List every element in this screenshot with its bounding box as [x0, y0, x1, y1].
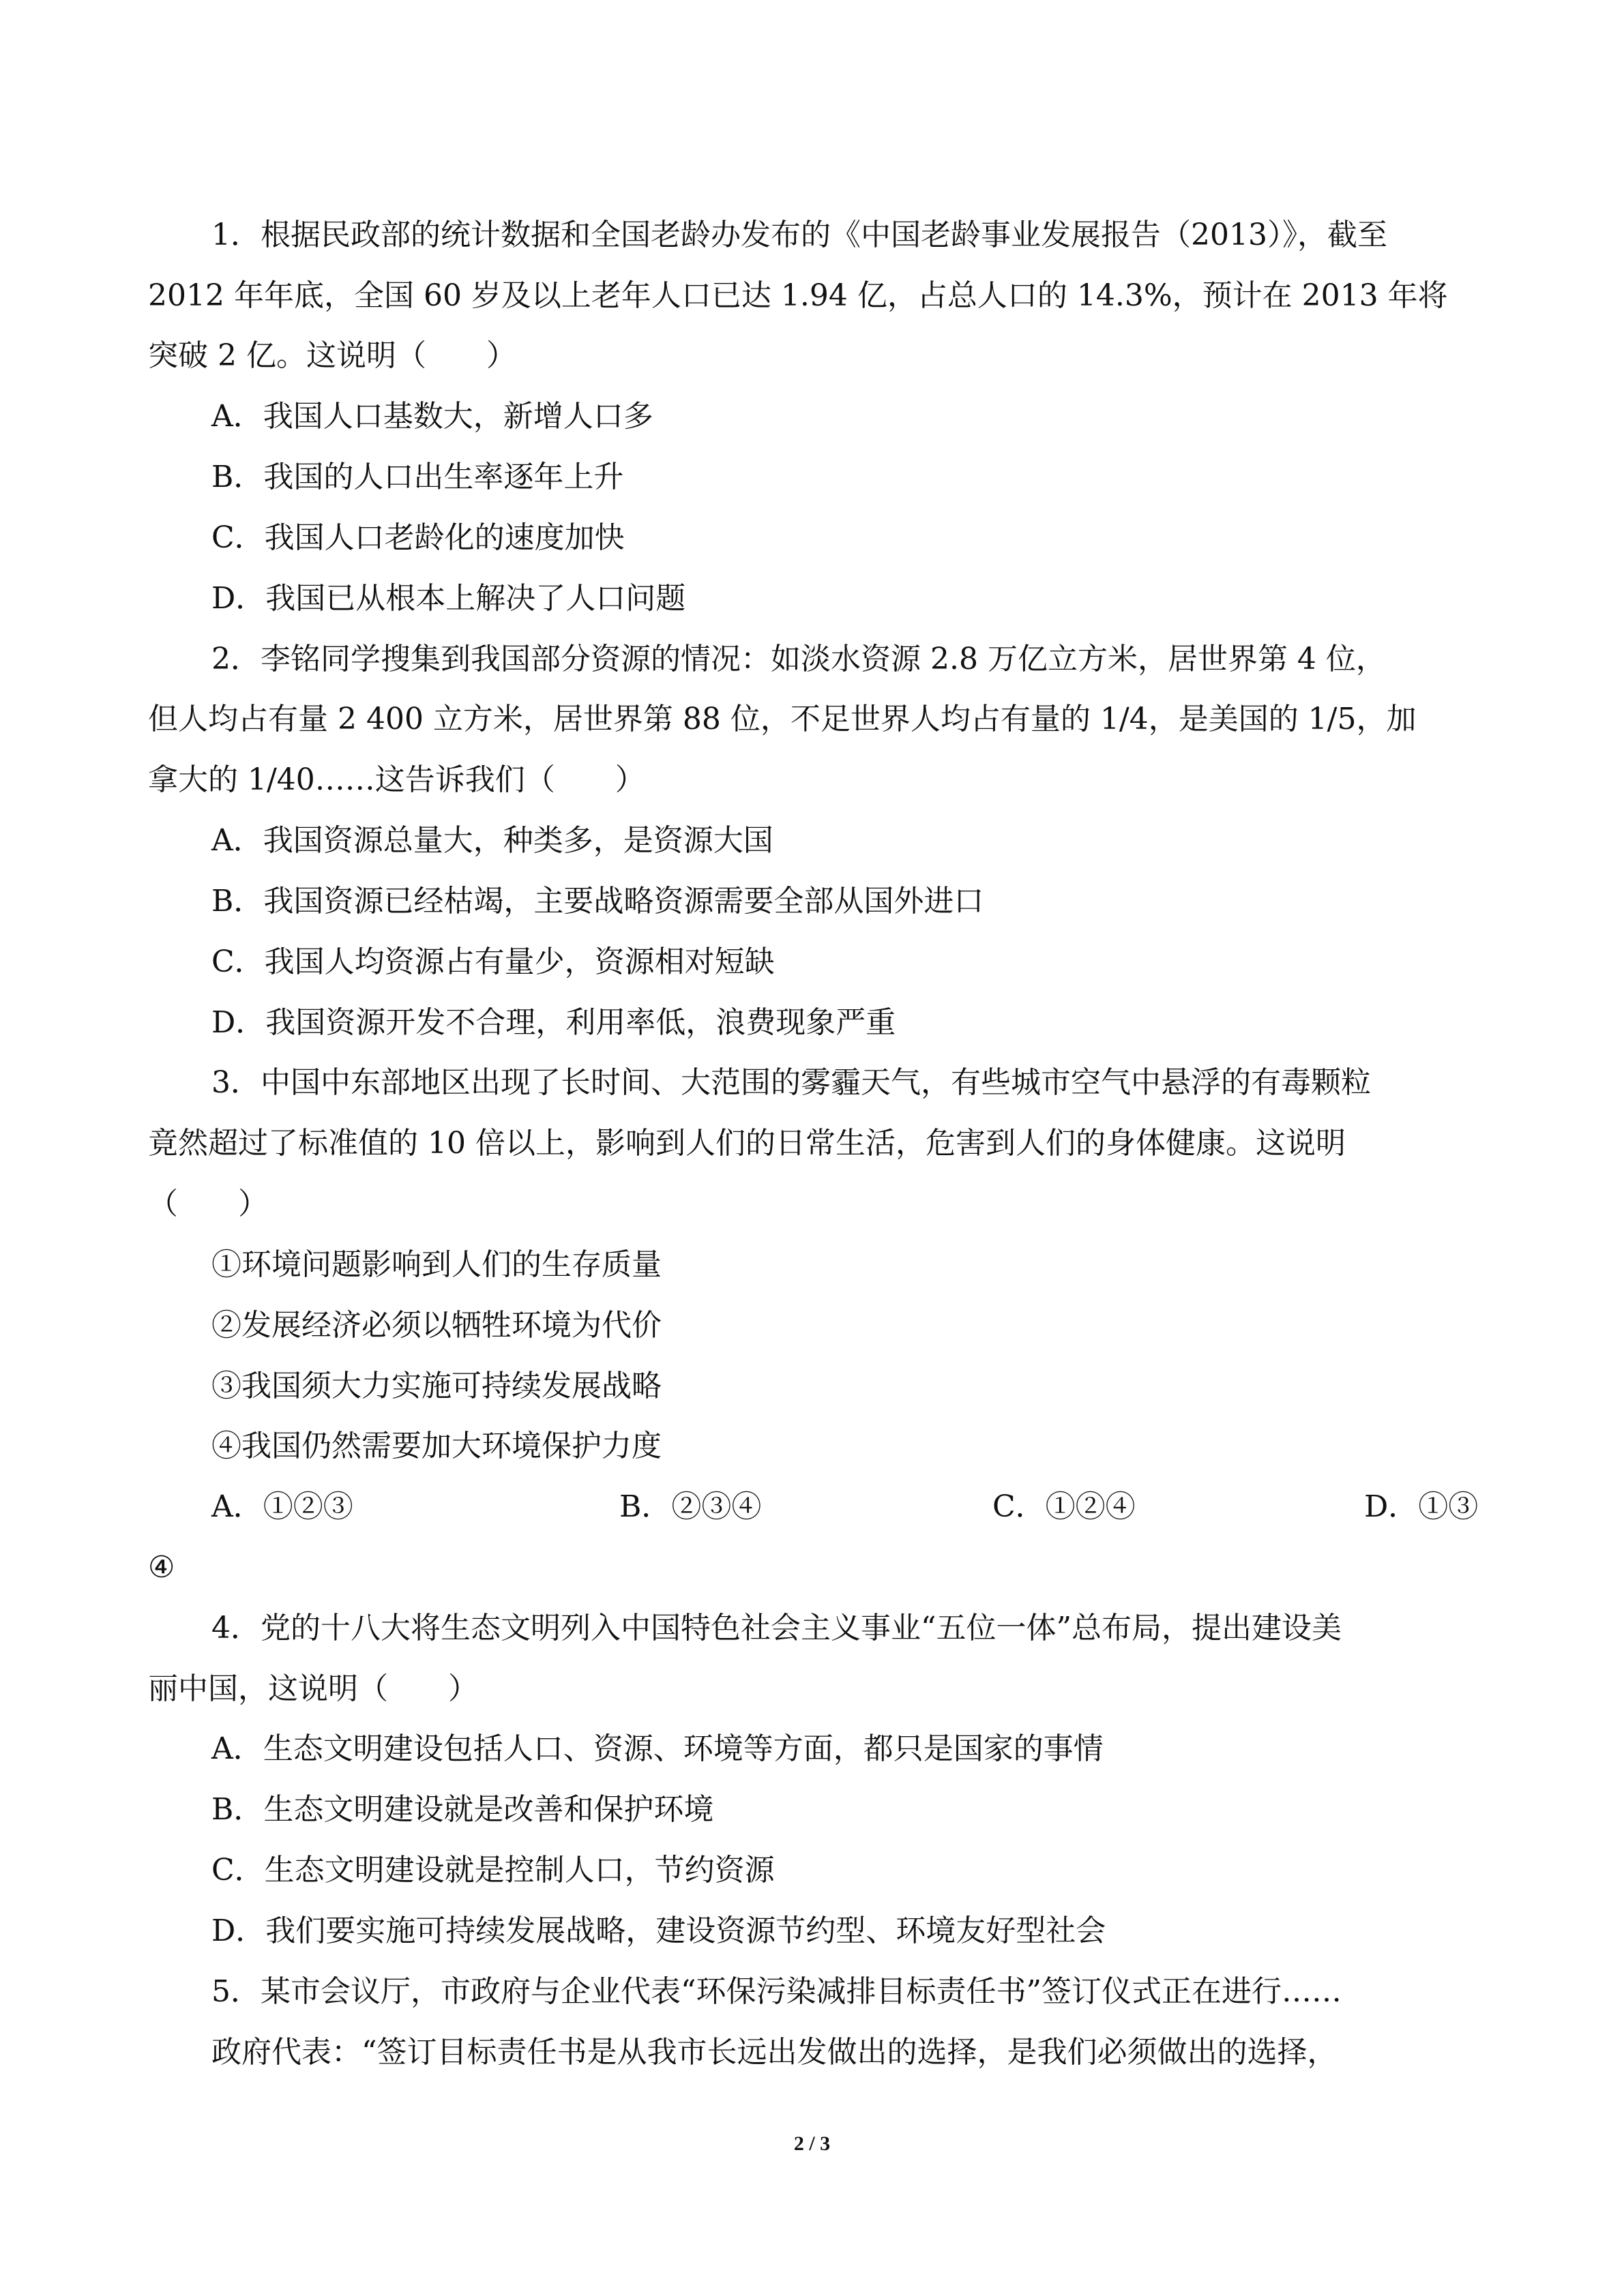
q4-text-line-2: 丽中国，这说明（ ）	[148, 1671, 478, 1706]
q3-option-a: A．①②③	[211, 1489, 353, 1524]
q4-option-a: A．生态文明建设包括人口、资源、环境等方面，都只是国家的事情	[211, 1731, 1104, 1766]
q2-option-b: B．我国资源已经枯竭，主要战略资源需要全部从国外进口	[211, 884, 984, 919]
q2-option-a: A．我国资源总量大，种类多，是资源大国	[211, 823, 773, 858]
q2-option-c: C．我国人均资源占有量少，资源相对短缺	[211, 944, 775, 979]
q5-text-line-1: 5．某市会议厅，市政府与企业代表“环保污染减排目标责任书”签订仪式正在进行……	[211, 1974, 1342, 2009]
q1-option-d: D．我国已从根本上解决了人口问题	[211, 581, 686, 616]
q1-option-b: B．我国的人口出生率逐年上升	[211, 460, 624, 494]
q3-text-line-1: 3．中国中东部地区出现了长时间、大范围的雾霾天气，有些城市空气中悬浮的有毒颗粒	[211, 1065, 1371, 1100]
q3-option-d-wrap: ④	[148, 1550, 175, 1585]
q3-statement-1: ①环境问题影响到人们的生存质量	[211, 1247, 662, 1282]
q3-statement-3: ③我国须大力实施可持续发展战略	[211, 1369, 662, 1403]
q2-text-line-3: 拿大的 1/40……这告诉我们（ ）	[148, 762, 645, 797]
q4-option-b: B．生态文明建设就是改善和保护环境	[211, 1792, 714, 1827]
q1-text-line-3: 突破 2 亿。这说明（ ）	[148, 338, 516, 373]
q5-text-line-2: 政府代表：“签订目标责任书是从我市长远出发做出的选择，是我们必须做出的选择，	[211, 2035, 1338, 2070]
q3-text-line-3: （ ）	[148, 1187, 268, 1221]
q1-text-line-1: 1．根据民政部的统计数据和全国老龄办发布的《中国老龄事业发展报告（2013）》，截至	[211, 218, 1387, 252]
q2-text-line-1: 2．李铭同学搜集到我国部分资源的情况：如淡水资源 2.8 万亿立方米，居世界第 4 位，	[211, 642, 1386, 676]
q1-option-a: A．我国人口基数大，新增人口多	[211, 399, 653, 434]
q4-text-line-1: 4．党的十八大将生态文明列入中国特色社会主义事业“五位一体”总布局，提出建设美	[211, 1611, 1342, 1645]
q3-statement-2: ②发展经济必须以牺牲环境为代价	[211, 1308, 662, 1343]
q3-option-c: C．①②④	[992, 1489, 1136, 1524]
q4-option-d: D．我们要实施可持续发展战略，建设资源节约型、环境友好型社会	[211, 1913, 1106, 1948]
q3-text-line-2: 竟然超过了标准值的 10 倍以上，影响到人们的日常生活，危害到人们的身体健康。这说明	[148, 1126, 1346, 1161]
q2-option-d: D．我国资源开发不合理，利用率低，浪费现象严重	[211, 1005, 896, 1040]
q3-statement-4: ④我国仍然需要加大环境保护力度	[211, 1429, 662, 1463]
q4-option-c: C．生态文明建设就是控制人口，节约资源	[211, 1853, 775, 1888]
page-number: 2 / 3	[793, 2132, 831, 2155]
q3-option-b: B．②③④	[619, 1489, 762, 1524]
q2-text-line-2: 但人均占有量 2 400 立方米，居世界第 88 位，不足世界人均占有量的 1/4，是美国的 1/5，加	[148, 702, 1417, 736]
q1-option-c: C．我国人口老龄化的速度加快	[211, 520, 625, 555]
q1-text-line-2: 2012 年年底，全国 60 岁及以上老年人口已达 1.94 亿，占总人口的 14.3%，预计在 2013 年将	[148, 278, 1448, 313]
q3-option-d: D．①③	[1364, 1489, 1479, 1524]
